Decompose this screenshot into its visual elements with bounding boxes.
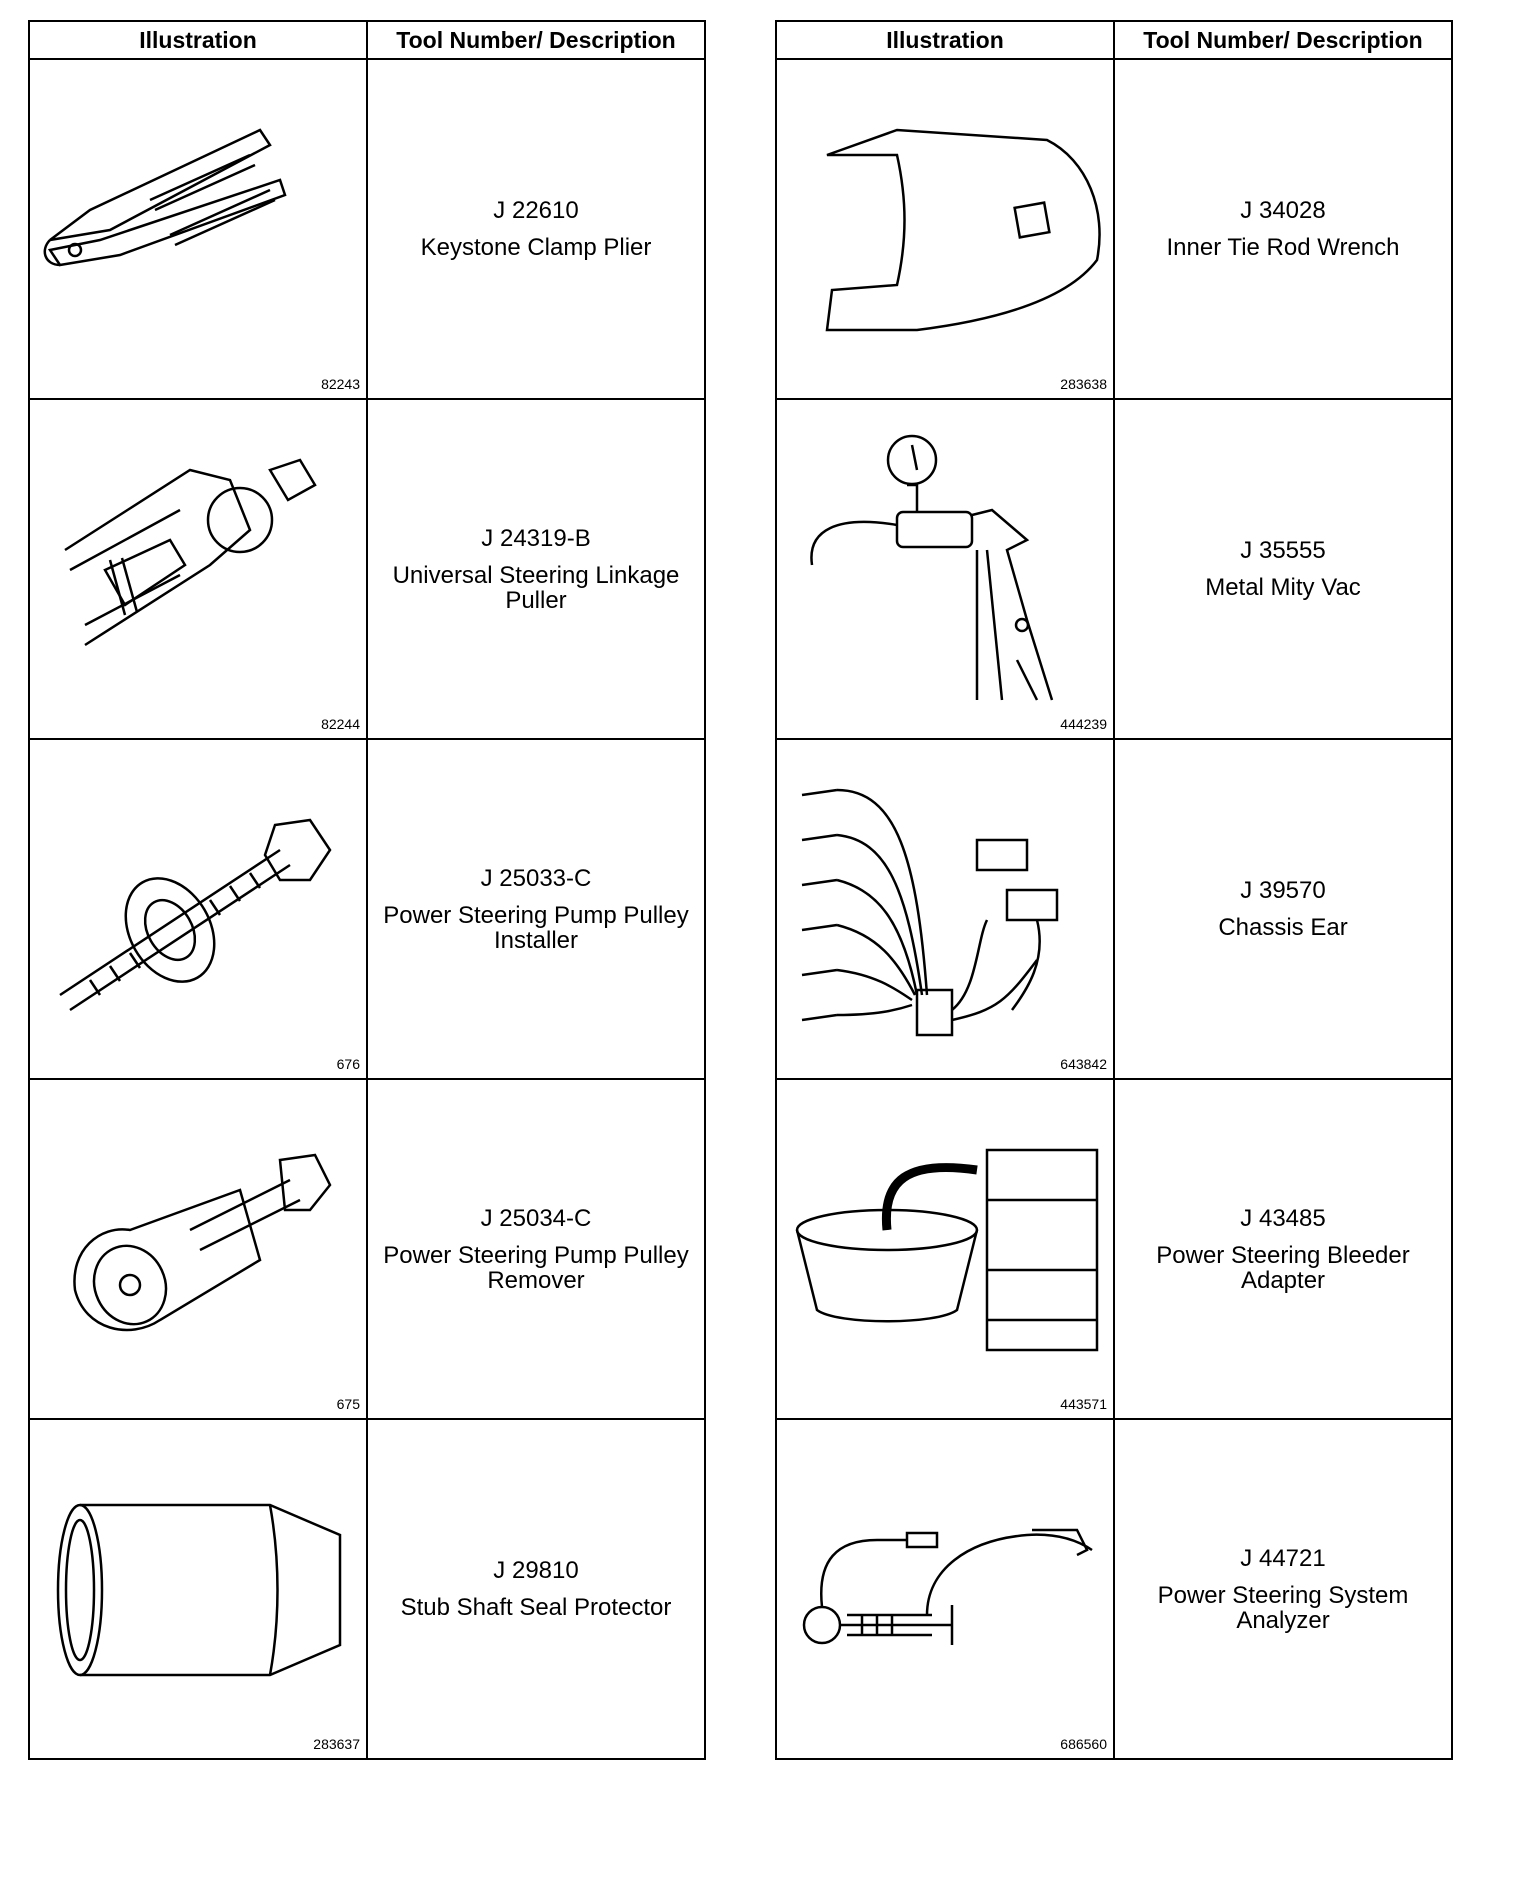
tool-number: J 22610 (493, 197, 579, 224)
table-row (29, 59, 705, 399)
puller-icon (30, 400, 366, 738)
figure-number: 283637 (313, 1736, 360, 1752)
tool-number: J 39570 (1240, 877, 1326, 904)
chassis-ear-icon (777, 740, 1113, 1078)
table-row (776, 739, 1452, 1079)
description-cell (1114, 1419, 1452, 1759)
description-cell (1114, 1079, 1452, 1419)
table-row (776, 1419, 1452, 1759)
tool-description: Metal Mity Vac (1205, 574, 1361, 601)
illustration-cell (776, 1079, 1114, 1419)
illustration-cell (776, 59, 1114, 399)
description-cell (367, 399, 705, 739)
tool-description: Inner Tie Rod Wrench (1166, 234, 1400, 261)
figure-number: 82244 (321, 716, 360, 732)
illustration-cell (29, 1079, 367, 1419)
table-row (776, 399, 1452, 739)
illustration-cell (776, 1419, 1114, 1759)
description-header: Tool Number/ Description (367, 21, 705, 59)
tool-description: Power Steering Pump Pulley Installer (383, 901, 689, 954)
tool-description: Chassis Ear (1218, 914, 1348, 941)
description-cell (367, 1079, 705, 1419)
tool-description: Power Steering Bleeder Adapter (1156, 1241, 1410, 1294)
tool-description: Stub Shaft Seal Protector (400, 1594, 672, 1621)
tool-number: J 35555 (1240, 537, 1326, 564)
table-row (776, 59, 1452, 399)
illustration-cell (776, 399, 1114, 739)
tools-table-left (28, 20, 706, 1760)
figure-number: 675 (336, 1396, 360, 1412)
vacuum-pump-icon (777, 400, 1113, 738)
wrench-icon (777, 60, 1113, 398)
figure-number: 443571 (1060, 1396, 1107, 1412)
illustration-header: Illustration (776, 21, 1114, 59)
bleeder-adapter-icon (777, 1080, 1113, 1418)
figure-number: 676 (336, 1056, 360, 1072)
seal-protector-icon (30, 1420, 366, 1758)
illustration-header: Illustration (29, 21, 367, 59)
tool-description: Power Steering System Analyzer (1157, 1581, 1409, 1634)
description-cell (1114, 399, 1452, 739)
table-row (29, 399, 705, 739)
tool-number: J 25034-C (480, 1204, 592, 1232)
tool-description: Universal Steering Linkage Puller (392, 561, 680, 614)
illustration-cell (29, 59, 367, 399)
figure-number: 643842 (1060, 1056, 1107, 1072)
illustration-cell (29, 739, 367, 1079)
pliers-icon (30, 60, 366, 398)
description-cell (367, 59, 705, 399)
table-row (29, 739, 705, 1079)
figure-number: 283638 (1060, 376, 1107, 392)
tool-number: J 44721 (1240, 1544, 1326, 1572)
illustration-cell (29, 1419, 367, 1759)
tools-table-right (775, 20, 1453, 1760)
illustration-cell (29, 399, 367, 739)
tool-number: J 24319-B (481, 524, 591, 552)
tool-number: J 29810 (493, 1557, 579, 1584)
tool-number: J 43485 (1240, 1204, 1326, 1232)
illustration-cell (776, 739, 1114, 1079)
installer-icon (30, 740, 366, 1078)
header-row (776, 21, 1452, 59)
tool-description: Power Steering Pump Pulley Remover (383, 1241, 689, 1294)
analyzer-icon (777, 1420, 1113, 1758)
tool-number: J 25033-C (480, 864, 592, 892)
figure-number: 444239 (1060, 716, 1107, 732)
description-header: Tool Number/ Description (1114, 21, 1452, 59)
figure-number: 686560 (1060, 1736, 1107, 1752)
table-row (29, 1079, 705, 1419)
description-cell (367, 1419, 705, 1759)
header-row (29, 21, 705, 59)
table-row (776, 1079, 1452, 1419)
tool-description: Keystone Clamp Plier (420, 234, 652, 261)
description-cell (1114, 59, 1452, 399)
figure-number: 82243 (321, 376, 360, 392)
remover-icon (30, 1080, 366, 1418)
description-cell (1114, 739, 1452, 1079)
tool-number: J 34028 (1240, 197, 1326, 224)
table-row (29, 1419, 705, 1759)
description-cell (367, 739, 705, 1079)
